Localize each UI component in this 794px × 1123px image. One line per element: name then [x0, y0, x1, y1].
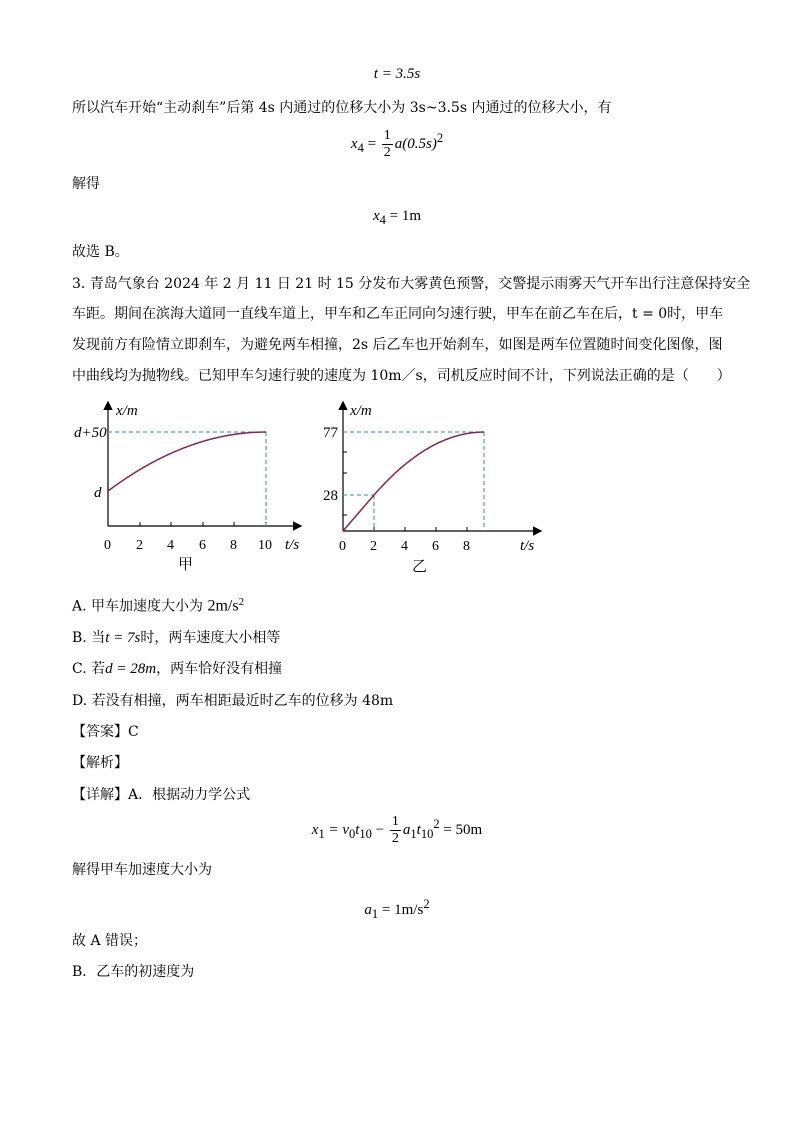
- eq-t-value: t = 3.5s: [373, 66, 421, 82]
- question-line-2: 车距。期间在滨海大道同一直线车道上，甲车和乙车正同向匀速行驶，甲车在前乙车在后，t = 0时，甲车: [72, 306, 724, 322]
- yi-y-axis-label: x/m: [350, 403, 372, 419]
- solve-label: 解得: [72, 176, 100, 192]
- yi-y-top-label: 77: [323, 425, 338, 441]
- question-line-4: 中曲线均为抛物线。已知甲车匀速行驶的速度为 10m／s，司机反应时间不计，下列说法正确的是（ ）: [72, 368, 731, 384]
- yi-x-tick-2: 2: [370, 539, 377, 554]
- graph-jia: [74, 403, 300, 573]
- jia-y-start-label: d: [94, 485, 102, 501]
- jia-x-axis-label: t/s: [285, 537, 300, 553]
- answer-line: 【答案】C: [72, 724, 139, 740]
- solve-accel-label: 解得甲车加速度大小为: [72, 862, 212, 878]
- option-c: C. 若d = 28m，两车恰好没有相撞: [72, 661, 283, 677]
- graph-yi: [323, 403, 540, 575]
- jia-x-tick-4: 4: [167, 538, 174, 553]
- yi-x-tick-6: 6: [432, 539, 439, 554]
- yi-x-tick-8: 8: [463, 539, 470, 554]
- b-intro: B．乙车的初速度为: [72, 964, 195, 980]
- eq-x4: $x_4$ = $\frac{1}{2}$ $a(0.5s)^2$: [350, 128, 444, 161]
- choose-b: 故选 B。: [72, 244, 129, 260]
- question-line-1: 3. 青岛气象台 2024 年 2 月 11 日 21 时 15 分发布大雾黄色预警，交警提示雨雾天气开车出行注意保持安全: [72, 276, 751, 292]
- yi-x-axis-label: t/s: [520, 538, 535, 554]
- eq-a1: $a_1 = 1m/s^2$: [364, 897, 430, 921]
- eq-x1: $x_1 = v_0t_{10}$ − $\frac{1}{2}$ $a_1t_{10}^2 = 50m$: [311, 814, 483, 847]
- yi-y-mid-label: 28: [323, 488, 338, 504]
- jia-x-tick-10: 10: [258, 538, 272, 553]
- analysis-label: 【解析】: [72, 755, 128, 771]
- jia-y-top-label: d+50: [74, 425, 107, 441]
- jia-x-tick-8: 8: [230, 538, 237, 553]
- jia-x-tick-6: 6: [199, 538, 206, 553]
- option-b: B. 当t = 7s时，两车速度大小相等: [72, 630, 281, 646]
- yi-curve: [343, 432, 484, 531]
- jia-caption: 甲: [178, 557, 194, 573]
- detail-line: 【详解】A．根据动力学公式: [72, 787, 251, 803]
- option-a: A. 甲车加速度大小为 $2m/s^2$: [72, 596, 245, 615]
- wrong-a: 故 A 错误；: [72, 933, 148, 949]
- question-line-3: 发现前方有险情立即刹车，为避免两车相撞，2s 后乙车也开始刹车，如图是两车位置随时间变化图像，图: [72, 337, 723, 353]
- yi-x-tick-0: 0: [339, 539, 346, 554]
- jia-x-tick-0: 0: [104, 538, 111, 553]
- yi-caption: 乙: [412, 559, 428, 575]
- option-d: D. 若没有相撞，两车相距最近时乙车的位移为 48m: [72, 693, 394, 709]
- yi-x-tick-4: 4: [401, 539, 408, 554]
- jia-x-tick-2: 2: [136, 538, 143, 553]
- jia-y-axis-label: x/m: [116, 403, 138, 419]
- sentence-displacement: 所以汽车开始“主动刹车”后第 4s 内通过的位移大小为 3s~3.5s 内通过的位移大小，有: [72, 100, 612, 116]
- jia-curve: [108, 432, 266, 491]
- eq-x4-result: $x_4 = 1m$: [372, 208, 422, 227]
- figure-graphs: [0, 395, 794, 585]
